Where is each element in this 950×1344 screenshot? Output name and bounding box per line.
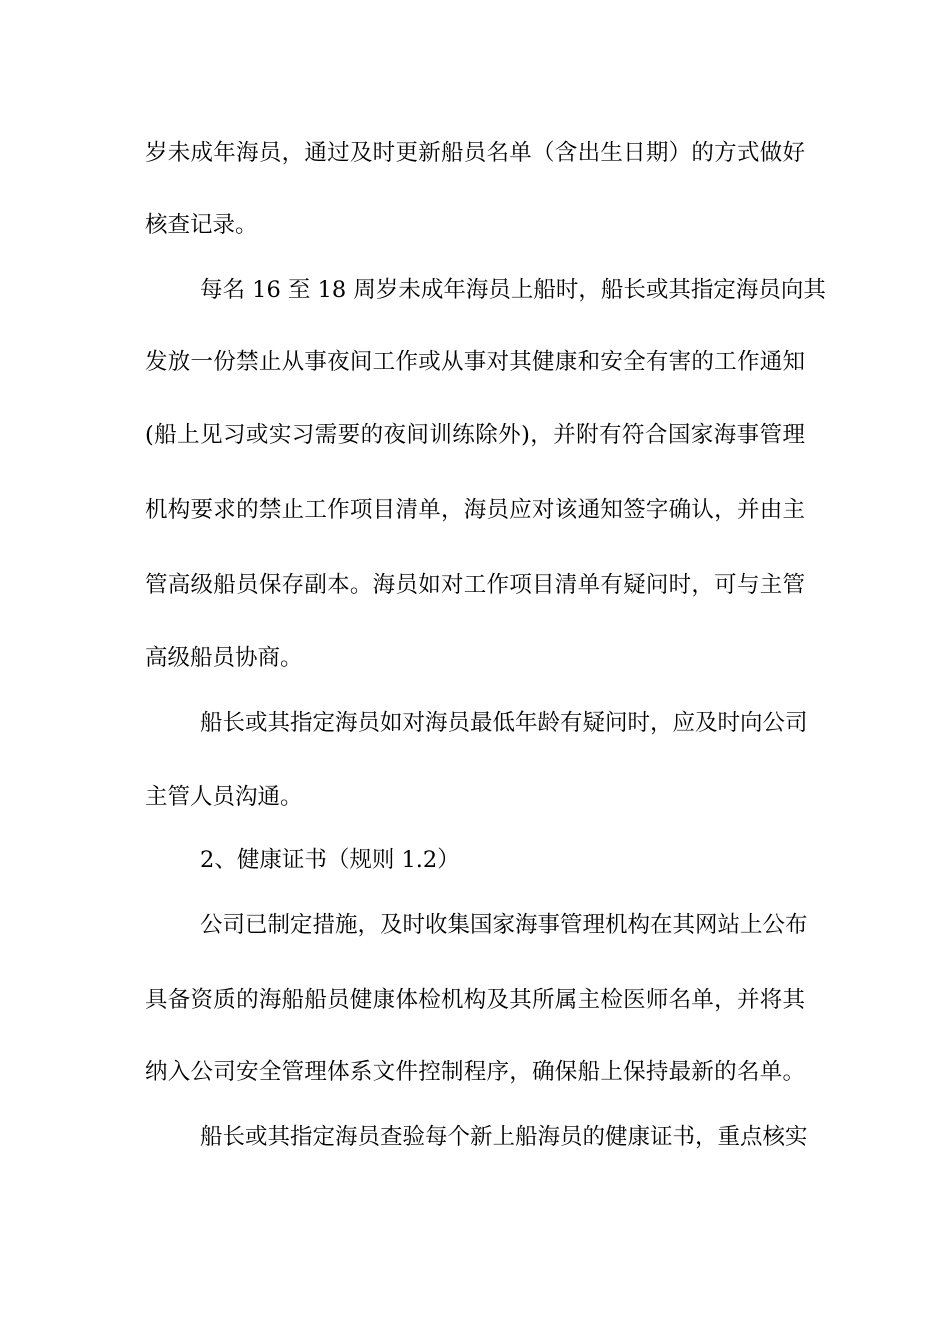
paragraph-line: 机构要求的禁止工作项目清单，海员应对该通知签字确认，并由主: [145, 497, 805, 523]
paragraph-line: 岁未成年海员，通过及时更新船员名单（含出生日期）的方式做好: [145, 140, 805, 166]
paragraph-line: 船长或其指定海员查验每个新上船海员的健康证书，重点核实: [200, 1124, 808, 1150]
section-heading: 2、健康证书（规则 1.2）: [200, 847, 460, 873]
paragraph-line: 管高级船员保存副本。海员如对工作项目清单有疑问时，可与主管: [145, 572, 805, 598]
paragraph-line: (船上见习或实习需要的夜间训练除外)，并附有符合国家海事管理: [145, 422, 805, 448]
paragraph-line: 纳入公司安全管理体系文件控制程序，确保船上保持最新的名单。: [145, 1059, 805, 1085]
paragraph-line: 发放一份禁止从事夜间工作或从事对其健康和安全有害的工作通知: [145, 349, 805, 375]
paragraph-line: 公司已制定措施，及时收集国家海事管理机构在其网站上公布: [200, 912, 808, 938]
paragraph-line: 船长或其指定海员如对海员最低年龄有疑问时，应及时向公司: [200, 710, 808, 736]
paragraph-line: 核查记录。: [145, 212, 258, 238]
paragraph-line: 主管人员沟通。: [145, 784, 303, 810]
paragraph-line: 高级船员协商。: [145, 645, 303, 671]
paragraph-line: 每名 16 至 18 周岁未成年海员上船时，船长或其指定海员向其: [200, 277, 826, 303]
paragraph-line: 具备资质的海船船员健康体检机构及其所属主检医师名单，并将其: [145, 987, 805, 1013]
